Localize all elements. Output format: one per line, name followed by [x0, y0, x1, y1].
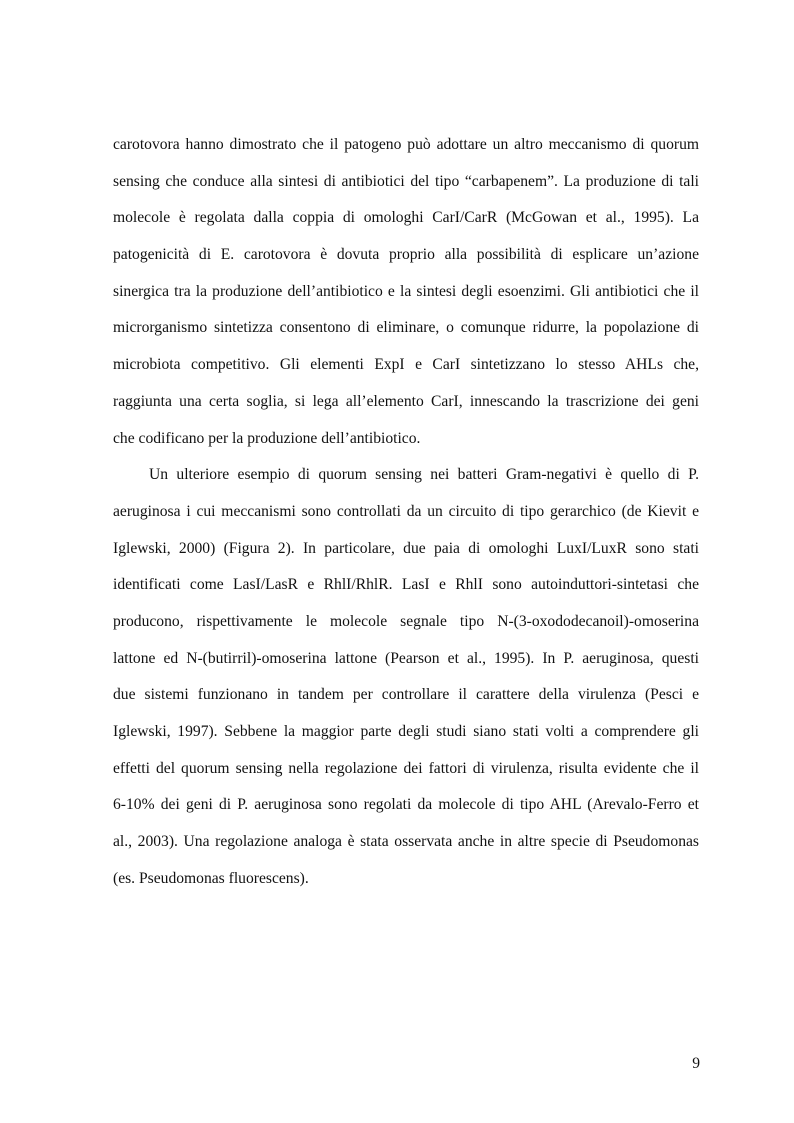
text-line: aeruginosa i cui meccanismi sono controllati da un circuito di tipo gerarchico (de Kievit e	[113, 502, 699, 520]
text-line: molecole è regolata dalla coppia di omologhi CarI/CarR (McGowan et al., 1995). La	[113, 209, 699, 227]
text-line: raggiunta una certa soglia, si lega all’elemento CarI, innescando la trascrizione dei geni	[113, 392, 699, 410]
text-line: (es. Pseudomonas fluorescens).	[113, 869, 309, 887]
text-line: lattone ed N-(butirril)-omoserina lattone (Pearson et al., 1995). In P. aeruginosa, questi	[113, 649, 699, 667]
text-line: 6-10% dei geni di P. aeruginosa sono regolati da molecole di tipo AHL (Arevalo-Ferro et	[113, 796, 699, 814]
text-line: producono, rispettivamente le molecole segnale tipo N-(3-oxododecanoil)-omoserina	[113, 612, 699, 630]
text-line: al., 2003). Una regolazione analoga è stata osservata anche in altre specie di Pseudomonas	[113, 833, 699, 851]
paragraph-2	[113, 457, 699, 897]
text-line: microbiota competitivo. Gli elementi ExpI e CarI sintetizzano lo stesso AHLs che,	[113, 356, 699, 374]
text-line: carotovora hanno dimostrato che il patogeno può adottare un altro meccanismo di quorum	[113, 136, 699, 153]
text-line: microrganismo sintetizza consentono di eliminare, o comunque ridurre, la popolazione di	[113, 319, 699, 337]
text-line: identificati come LasI/LasR e RhlI/RhlR. LasI e RhlI sono autoinduttori-sintetasi che	[113, 576, 699, 594]
text-line: Iglewski, 1997). Sebbene la maggior parte degli studi siano stati volti a comprendere gli	[113, 723, 699, 740]
body-text	[113, 127, 699, 897]
text-line: Un ulteriore esempio di quorum sensing nei batteri Gram-negativi è quello di P.	[149, 466, 699, 484]
text-line: due sistemi funzionano in tandem per controllare il carattere della virulenza (Pesci e	[113, 686, 699, 704]
text-line: Iglewski, 2000) (Figura 2). In particolare, due paia di omologhi LuxI/LuxR sono stati	[113, 539, 699, 557]
page-number: 9	[692, 1055, 700, 1072]
paragraph-1	[113, 127, 699, 457]
text-line: effetti del quorum sensing nella regolazione dei fattori di virulenza, risulta evidente che il	[113, 759, 699, 777]
text-line: sinergica tra la produzione dell’antibiotico e la sintesi degli esoenzimi. Gli antibiotici che il	[113, 282, 699, 300]
text-line: sensing che conduce alla sintesi di antibiotici del tipo “carbapenem”. La produzione di tali	[113, 172, 699, 190]
text-line: che codificano per la produzione dell’antibiotico.	[113, 429, 421, 447]
text-line: patogenicità di E. carotovora è dovuta proprio alla possibilità di esplicare un’azione	[113, 246, 699, 264]
